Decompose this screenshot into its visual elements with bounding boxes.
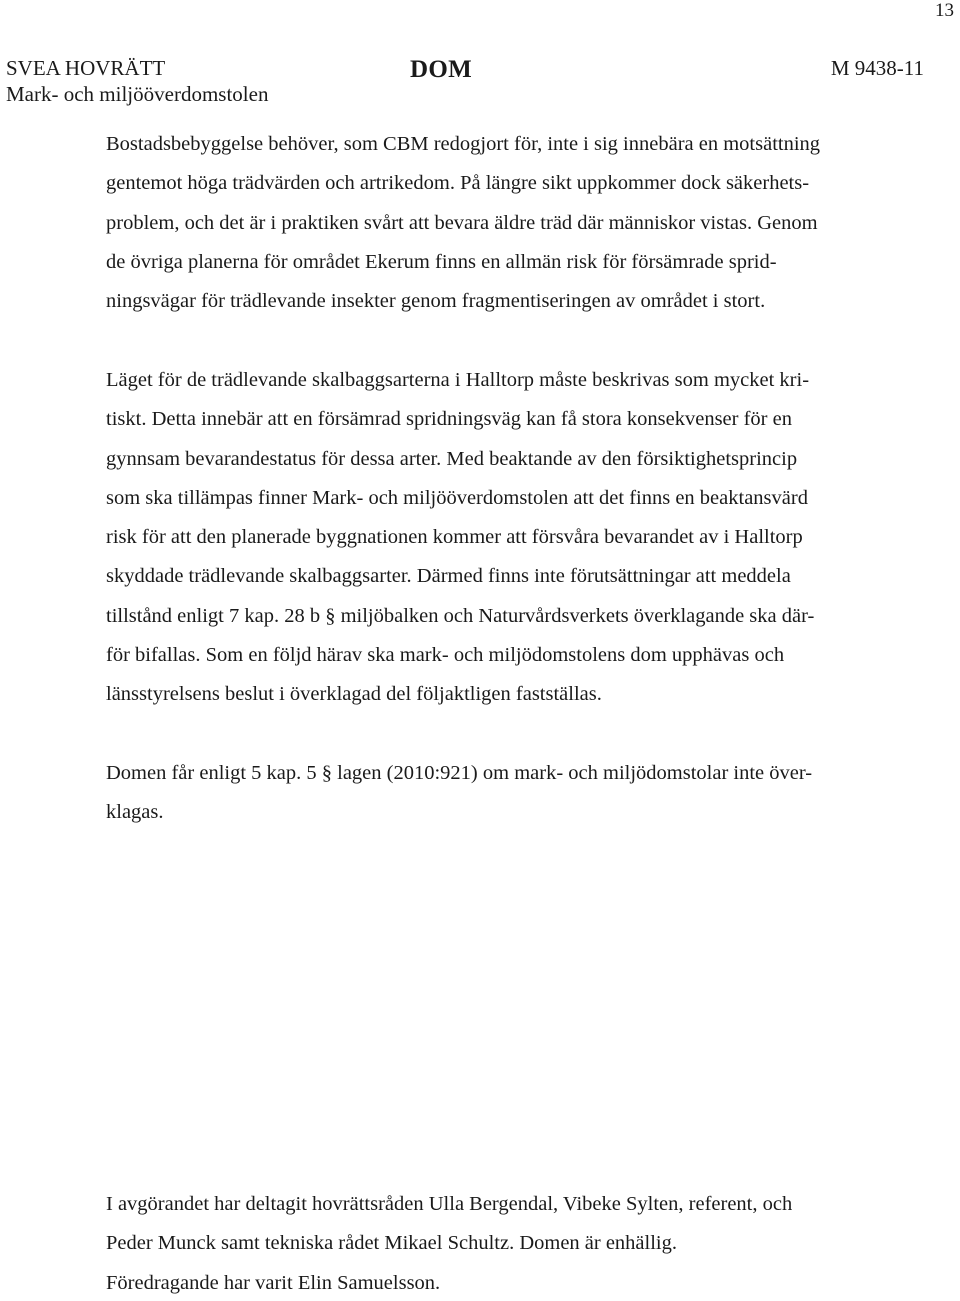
paragraph-judges <box>106 1185 906 1264</box>
document-type: DOM <box>410 56 472 83</box>
text-line: Bostadsbebyggelse behöver, som CBM redogjort för, inte i sig innebära en motsättning <box>106 133 821 155</box>
text-line: problem, och det är i praktiken svårt att bevara äldre träd där människor vistas. Genom <box>106 211 818 234</box>
text-line: Föredragande har varit Elin Samuelsson. <box>106 1272 441 1294</box>
paragraph-development-risk <box>106 125 906 321</box>
text-line: de övriga planerna för området Ekerum finns en allmän risk för försämrade sprid- <box>106 250 777 273</box>
text-line: tillstånd enligt 7 kap. 28 b § miljöbalken och Naturvårdsverkets överklagande ska där- <box>106 604 815 627</box>
text-line: tiskt. Detta innebär att en försämrad spridningsväg kan få stora konsekvenser för en <box>106 408 792 431</box>
text-line: ningsvägar för trädlevande insekter genom fragmentiseringen av området i stort. <box>106 290 766 313</box>
text-line: gynnsam bevarandestatus för dessa arter. Med beaktande av den försiktighetsprincip <box>106 447 798 470</box>
court-division: Mark- och miljööverdomstolen <box>6 82 269 106</box>
text-line: länsstyrelsens beslut i överklagad del följaktligen fastställas. <box>106 683 602 706</box>
page-number: 13 <box>935 0 954 21</box>
text-line: Peder Munck samt tekniska rådet Mikael Schultz. Domen är enhällig. <box>106 1232 677 1255</box>
text-line: Domen får enligt 5 kap. 5 § lagen (2010:921) om mark- och miljödomstolar inte över- <box>106 762 813 784</box>
text-line: Läget för de trädlevande skalbaggsarterna i Halltorp måste beskrivas som mycket kri- <box>106 369 810 391</box>
document-header <box>6 55 924 105</box>
text-line: risk för att den planerade byggnationen kommer att försvåra bevarandet av i Halltorp <box>106 526 803 549</box>
text-line: för bifallas. Som en följd härav ska mark- och miljödomstolens dom upphävas och <box>106 644 785 667</box>
text-line: klagas. <box>106 801 164 824</box>
text-line: skyddade trädlevande skalbaggsarter. Därmed finns inte förutsättningar att meddela <box>106 565 791 588</box>
court-block <box>6 55 268 107</box>
case-number: M 9438-11 <box>830 56 924 80</box>
paragraph-assessment <box>106 361 906 715</box>
text-line: I avgörandet har deltagit hovrättsråden Ulla Bergendal, Vibeke Sylten, referent, och <box>106 1193 793 1215</box>
paragraph-rapporteur <box>106 1265 906 1301</box>
text-line: gentemot höga trädvärden och artrikedom. På längre sikt uppkommer dock säkerhets- <box>106 172 810 195</box>
paragraph-appeal-notice <box>106 754 906 833</box>
text-line: som ska tillämpas finner Mark- och miljööverdomstolen att det finns en beaktansvärd <box>106 486 808 509</box>
court-name: SVEA HOVRÄTT <box>6 56 166 80</box>
